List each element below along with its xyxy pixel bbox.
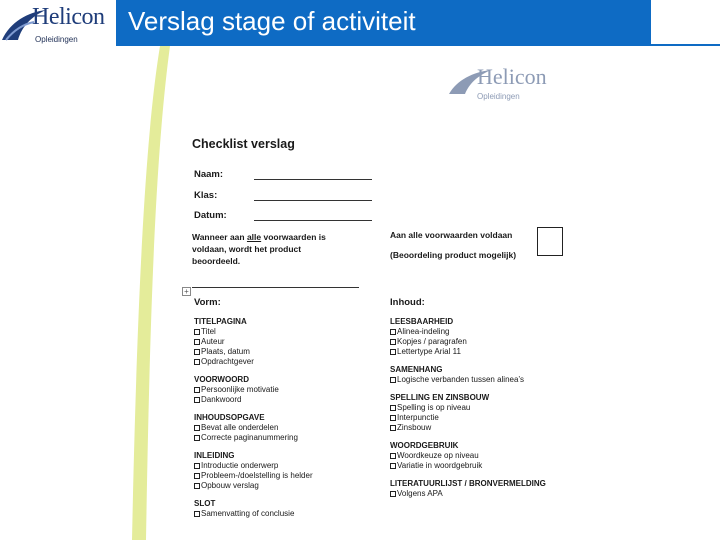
klas-line <box>254 200 372 201</box>
checkbox-icon[interactable] <box>194 425 200 431</box>
checklist-item <box>390 489 546 499</box>
inhoud-heading: Inhoud: <box>390 297 425 308</box>
checklist-item <box>390 461 546 471</box>
checklist-item <box>194 471 313 481</box>
logo-text: Helicon <box>32 4 105 30</box>
checklist-item-label: Zinsbouw <box>397 423 432 432</box>
doc-logo-subtext: Opleidingen <box>477 92 520 101</box>
checklist-item-label: Interpunctie <box>397 413 439 422</box>
title-underline <box>651 44 720 46</box>
checklist-section-title: WOORDGEBRUIK <box>390 441 459 450</box>
checklist-item <box>390 403 546 413</box>
checklist-document <box>150 50 710 540</box>
assessment-possible-label: (Beoordeling product mogelijk) <box>390 250 517 260</box>
table-move-icon: + <box>182 287 191 296</box>
checklist-item-label: Probleem-/doelstelling is helder <box>201 471 313 480</box>
checklist-item-label: Spelling is op niveau <box>397 403 471 412</box>
checklist-item <box>194 461 313 471</box>
checklist-item-label: Introductie onderwerp <box>201 461 279 470</box>
checkbox-icon[interactable] <box>194 359 200 365</box>
checklist-item-label: Samenvatting of conclusie <box>201 509 295 518</box>
checkbox-icon[interactable] <box>194 349 200 355</box>
checkbox-icon[interactable] <box>194 511 200 517</box>
doc-logo-text: Helicon <box>477 64 547 89</box>
checklist-item-label: Lettertype Arial 11 <box>397 347 461 356</box>
checklist-item <box>390 413 546 423</box>
logo-subtext: Opleidingen <box>35 35 78 44</box>
checklist-item-label: Dankwoord <box>201 395 242 404</box>
checklist-item <box>194 337 313 347</box>
checklist-section-title: LITERATUURLIJST / BRONVERMELDING <box>390 479 546 488</box>
checklist-item-label: Correcte paginanummering <box>201 433 298 442</box>
checklist-section-title: LEESBAARHEID <box>390 317 454 326</box>
checkbox-icon[interactable] <box>390 377 396 383</box>
checkbox-icon[interactable] <box>194 397 200 403</box>
checklist-title: Checklist verslag <box>192 137 295 151</box>
checklist-item-label: Opdrachtgever <box>201 357 254 366</box>
checklist-item <box>194 395 313 405</box>
checklist-item <box>194 423 313 433</box>
checkbox-icon[interactable] <box>194 473 200 479</box>
checklist-item-label: Persoonlijke motivatie <box>201 385 279 394</box>
checklist-item-label: Auteur <box>201 337 225 346</box>
checklist-section-title: SPELLING EN ZINSBOUW <box>390 393 490 402</box>
klas-label: Klas: <box>194 190 218 201</box>
checkbox-icon[interactable] <box>390 405 396 411</box>
checklist-item <box>194 481 313 491</box>
helicon-logo <box>0 0 118 46</box>
checkbox-icon[interactable] <box>194 339 200 345</box>
checkbox-icon[interactable] <box>390 453 396 459</box>
checkbox-icon[interactable] <box>194 387 200 393</box>
checklist-item-label: Bevat alle onderdelen <box>201 423 279 432</box>
checklist-item-label: Woordkeuze op niveau <box>397 451 479 460</box>
checklist-item <box>390 375 546 385</box>
checklist-section-title: TITELPAGINA <box>194 317 247 326</box>
conditions-checkbox[interactable] <box>537 227 563 256</box>
checklist-item <box>194 347 313 357</box>
checklist-item <box>390 337 546 347</box>
checklist-item <box>194 509 313 519</box>
checklist-item-label: Plaats, datum <box>201 347 250 356</box>
checkbox-icon[interactable] <box>194 483 200 489</box>
checklist-item <box>390 347 546 357</box>
checklist-section-title: VOORWOORD <box>194 375 249 384</box>
checklist-item-label: Opbouw verslag <box>201 481 259 490</box>
vorm-checklist <box>194 314 313 519</box>
checkbox-icon[interactable] <box>194 435 200 441</box>
checkbox-icon[interactable] <box>390 349 396 355</box>
inhoud-checklist <box>390 314 546 499</box>
separator-line <box>192 287 359 288</box>
title-band <box>118 0 651 46</box>
checklist-item <box>194 327 313 337</box>
checkbox-icon[interactable] <box>390 415 396 421</box>
page-title: Verslag stage of activiteit <box>128 6 416 36</box>
checklist-section-title: SAMENHANG <box>390 365 443 374</box>
checklist-item-label: Alinea-indeling <box>397 327 450 336</box>
checklist-section-title: INHOUDSOPGAVE <box>194 413 265 422</box>
datum-label: Datum: <box>194 210 227 221</box>
naam-label: Naam: <box>194 169 224 180</box>
checkbox-icon[interactable] <box>390 463 396 469</box>
checklist-item-label: Volgens APA <box>397 489 443 498</box>
slide-header <box>0 0 720 46</box>
document-logo <box>445 62 565 102</box>
checklist-section-title: INLEIDING <box>194 451 235 460</box>
checklist-section-title: SLOT <box>194 499 216 508</box>
checkbox-icon[interactable] <box>390 329 396 335</box>
checklist-item <box>390 423 546 433</box>
checklist-item <box>390 451 546 461</box>
checklist-item-label: Kopjes / paragrafen <box>397 337 467 346</box>
vorm-heading: Vorm: <box>194 297 221 308</box>
checklist-item <box>194 357 313 367</box>
datum-line <box>254 220 372 221</box>
condition-text: Wanneer aan alle voorwaarden is voldaan, wordt het product beoordeeld. <box>192 232 326 266</box>
naam-line <box>254 179 372 180</box>
checklist-item-label: Logische verbanden tussen alinea’s <box>397 375 525 384</box>
checkbox-icon[interactable] <box>390 425 396 431</box>
checklist-item <box>390 327 546 337</box>
checkbox-icon[interactable] <box>390 491 396 497</box>
checkbox-icon[interactable] <box>390 339 396 345</box>
condition-met-label: Aan alle voorwaarden voldaan <box>390 230 513 240</box>
checkbox-icon[interactable] <box>194 329 200 335</box>
checklist-item <box>194 385 313 395</box>
checkbox-icon[interactable] <box>194 463 200 469</box>
checklist-item-label: Variatie in woordgebruik <box>397 461 483 470</box>
checklist-item-label: Titel <box>201 327 216 336</box>
checklist-item <box>194 433 313 443</box>
